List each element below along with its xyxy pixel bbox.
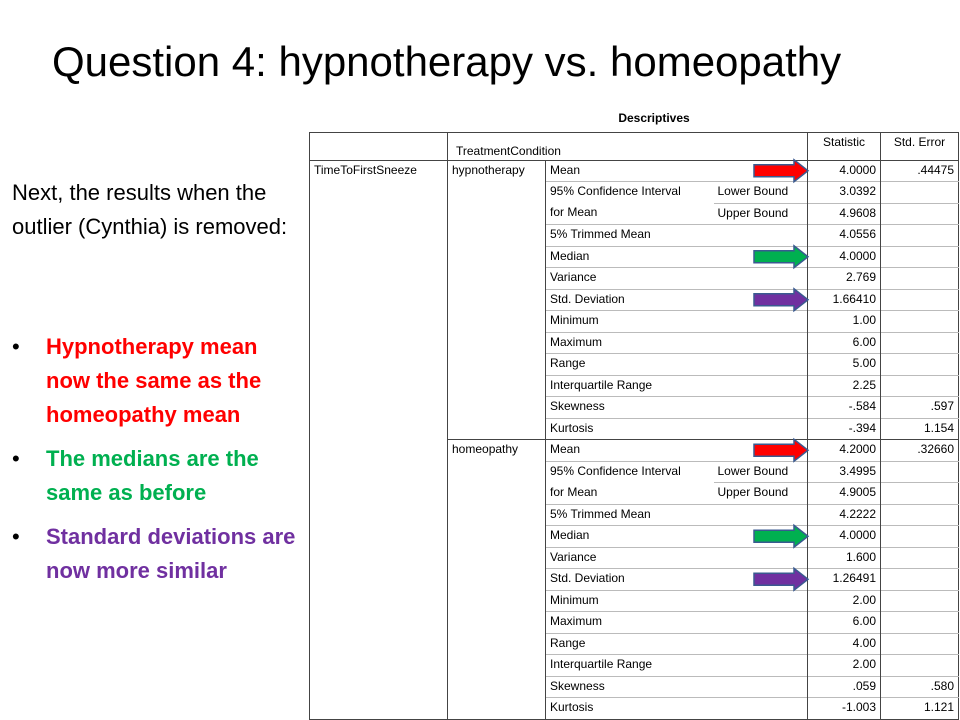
stat-value: 4.9608	[808, 203, 881, 225]
table-cell	[448, 526, 546, 548]
stat-value: 1.26491	[808, 569, 881, 591]
group-name: hypnotherapy	[448, 160, 546, 182]
bullet-glyph: •	[12, 524, 20, 549]
stat-value: -.584	[808, 397, 881, 419]
table-row	[310, 655, 959, 677]
stderr-value	[881, 547, 959, 569]
stat-label: Mean	[546, 440, 808, 462]
stderr-value	[881, 483, 959, 505]
stat-label: Median	[546, 526, 808, 548]
stat-value: 4.2000	[808, 440, 881, 462]
stat-label: Std. Deviation	[546, 569, 808, 591]
stat-label: Variance	[546, 547, 808, 569]
table-row	[310, 698, 959, 720]
stat-label: 95% Confidence Interval	[546, 461, 714, 483]
table-row	[310, 160, 959, 182]
table-cell	[310, 289, 448, 311]
stderr-value	[881, 289, 959, 311]
stderr-value: 1.154	[881, 418, 959, 440]
stat-label: 5% Trimmed Mean	[546, 504, 808, 526]
bullet-glyph: •	[12, 446, 20, 471]
stat-value: 6.00	[808, 612, 881, 634]
table-cell	[448, 246, 546, 268]
stat-label: Kurtosis	[546, 418, 808, 440]
table-cell	[448, 461, 546, 483]
stat-value: 4.9005	[808, 483, 881, 505]
stat-value: 4.0000	[808, 246, 881, 268]
table-row	[310, 268, 959, 290]
bullet-item-median	[12, 442, 304, 510]
condition-header: TreatmentCondition	[448, 133, 808, 161]
stat-label: for Mean	[550, 205, 598, 219]
table-cell	[448, 289, 546, 311]
table-cell	[448, 698, 546, 720]
stderr-value	[881, 526, 959, 548]
stat-value: 1.00	[808, 311, 881, 333]
table-row	[310, 203, 959, 225]
table-cell	[310, 203, 448, 225]
table-cell	[448, 354, 546, 376]
table-row	[310, 397, 959, 419]
table-cell	[310, 332, 448, 354]
table-row	[310, 440, 959, 462]
stat-value: 4.2222	[808, 504, 881, 526]
table-cell	[448, 375, 546, 397]
stat-label: Skewness	[546, 397, 808, 419]
stderr-value	[881, 590, 959, 612]
slide-title: Question 4: hypnotherapy vs. homeopathy	[52, 38, 842, 85]
table-cell	[448, 483, 546, 505]
table-cell	[310, 397, 448, 419]
stat-value: 2.25	[808, 375, 881, 397]
stat-value: 6.00	[808, 332, 881, 354]
stat-value: 1.66410	[808, 289, 881, 311]
stat-label: Maximum	[546, 332, 808, 354]
stat-value: 5.00	[808, 354, 881, 376]
intro-text: Next, the results when the outlier (Cynthia) is removed:	[12, 180, 288, 239]
table-title: Descriptives	[618, 111, 690, 125]
table-row	[310, 332, 959, 354]
stat-sublabel: Upper Bound	[714, 203, 808, 225]
stat-label: Interquartile Range	[546, 375, 808, 397]
dependent-variable: TimeToFirstSneeze	[310, 160, 448, 182]
stat-label: Std. Deviation	[546, 289, 808, 311]
table-cell	[310, 375, 448, 397]
table-row	[310, 633, 959, 655]
stderr-value: .597	[881, 397, 959, 419]
stderr-value	[881, 311, 959, 333]
table-cell	[448, 612, 546, 634]
table-row	[310, 311, 959, 333]
stderr-value	[881, 246, 959, 268]
stderr-value	[881, 332, 959, 354]
table-row	[310, 225, 959, 247]
stderr-value	[881, 354, 959, 376]
table-row	[310, 246, 959, 268]
stderr-value: .32660	[881, 440, 959, 462]
stat-sublabel: Lower Bound	[714, 182, 808, 204]
table-row	[310, 612, 959, 634]
stat-label: Kurtosis	[546, 698, 808, 720]
stat-value: 4.0000	[808, 160, 881, 182]
table-row	[310, 569, 959, 591]
table-cell	[448, 590, 546, 612]
table-cell	[448, 311, 546, 333]
stat-label: Range	[546, 354, 808, 376]
table-cell	[448, 225, 546, 247]
stderr-value	[881, 461, 959, 483]
table-cell	[310, 633, 448, 655]
stderr-value	[881, 569, 959, 591]
table-cell	[310, 225, 448, 247]
table-cell	[448, 569, 546, 591]
table-cell	[310, 418, 448, 440]
stat-value: 4.00	[808, 633, 881, 655]
table-cell	[310, 311, 448, 333]
descriptives-table-panel	[309, 108, 959, 720]
group-name: homeopathy	[448, 440, 546, 462]
stat-value: 4.0556	[808, 225, 881, 247]
stat-label: Maximum	[546, 612, 808, 634]
stat-value: 3.4995	[808, 461, 881, 483]
table-cell	[448, 655, 546, 677]
stat-label: Range	[546, 633, 808, 655]
stat-value: 4.0000	[808, 526, 881, 548]
stat-label: Interquartile Range	[546, 655, 808, 677]
table-cell	[310, 440, 448, 462]
descriptives-table	[309, 132, 959, 720]
stderr-value: .580	[881, 676, 959, 698]
stat-label: Variance	[546, 268, 808, 290]
stderr-value	[881, 225, 959, 247]
table-row	[310, 289, 959, 311]
stat-label: Mean	[546, 160, 808, 182]
table-row	[310, 418, 959, 440]
table-cell	[310, 461, 448, 483]
stat-value: 2.769	[808, 268, 881, 290]
bullet-list	[12, 330, 304, 598]
table-cell	[448, 633, 546, 655]
table-row	[310, 504, 959, 526]
stat-label: Median	[546, 246, 808, 268]
table-cell	[310, 676, 448, 698]
table-cell	[310, 504, 448, 526]
bullet-text-sd: Standard deviations are now more similar	[46, 524, 296, 583]
table-row	[310, 461, 959, 483]
table-body	[310, 160, 959, 719]
stat-value: .059	[808, 676, 881, 698]
stderr-value	[881, 612, 959, 634]
bullet-text-mean: Hypnotherapy mean now the same as the homeopathy mean	[46, 334, 262, 427]
stat-sublabel: Lower Bound	[714, 461, 808, 483]
table-cell	[448, 332, 546, 354]
stderr-value	[881, 504, 959, 526]
stderr-header: Std. Error	[893, 135, 946, 149]
stderr-value	[881, 182, 959, 204]
table-row	[310, 526, 959, 548]
stat-label: 95% Confidence Interval	[546, 182, 714, 204]
table-row	[310, 483, 959, 505]
table-cell	[310, 612, 448, 634]
table-row	[310, 182, 959, 204]
table-cell	[310, 590, 448, 612]
table-cell	[448, 547, 546, 569]
stat-value: 3.0392	[808, 182, 881, 204]
table-row	[310, 676, 959, 698]
stat-value: -1.003	[808, 698, 881, 720]
table-cell	[448, 397, 546, 419]
table-cell	[448, 504, 546, 526]
stat-value: -.394	[808, 418, 881, 440]
table-cell	[310, 246, 448, 268]
stat-label: 5% Trimmed Mean	[546, 225, 808, 247]
statistic-header: Statistic	[808, 133, 881, 161]
table-cell	[448, 418, 546, 440]
stderr-value: .44475	[881, 160, 959, 182]
table-header-row	[310, 133, 959, 161]
table-cell	[310, 182, 448, 204]
table-row	[310, 375, 959, 397]
table-cell	[310, 569, 448, 591]
table-row	[310, 354, 959, 376]
stat-value: 2.00	[808, 655, 881, 677]
stderr-value	[881, 203, 959, 225]
stderr-value	[881, 655, 959, 677]
table-cell	[310, 547, 448, 569]
bullet-glyph: •	[12, 334, 20, 359]
bullet-item-sd	[12, 520, 304, 588]
stderr-value	[881, 375, 959, 397]
table-row	[310, 547, 959, 569]
stat-label: Minimum	[546, 590, 808, 612]
stderr-value	[881, 633, 959, 655]
table-cell	[310, 526, 448, 548]
table-cell	[310, 354, 448, 376]
table-cell	[310, 698, 448, 720]
stat-label: for Mean	[550, 484, 598, 499]
table-cell	[448, 203, 546, 225]
stat-label: Skewness	[546, 676, 808, 698]
table-cell	[310, 655, 448, 677]
table-cell	[448, 676, 546, 698]
bullet-item-mean	[12, 330, 304, 432]
table-cell	[448, 268, 546, 290]
table-cell	[448, 182, 546, 204]
stat-label: Minimum	[546, 311, 808, 333]
stderr-value: 1.121	[881, 698, 959, 720]
stat-value: 1.600	[808, 547, 881, 569]
stat-value: 2.00	[808, 590, 881, 612]
stderr-value	[881, 268, 959, 290]
bullet-text-median: The medians are the same as before	[46, 446, 259, 505]
stat-sublabel: Upper Bound	[714, 483, 808, 505]
table-row	[310, 590, 959, 612]
table-cell	[310, 268, 448, 290]
table-cell	[310, 483, 448, 505]
